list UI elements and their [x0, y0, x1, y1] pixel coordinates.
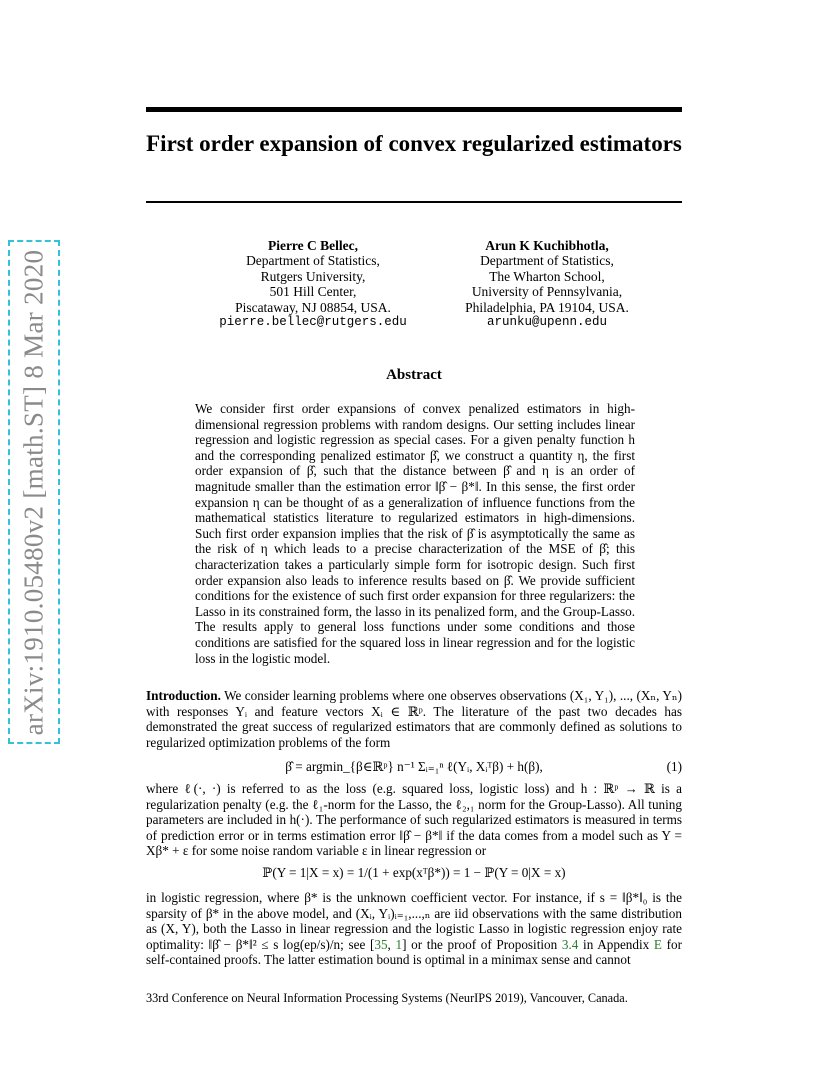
citation-link[interactable]: 1	[395, 936, 403, 952]
intro-paragraph-3	[146, 890, 682, 968]
intro-paragraph-2: where ℓ(·, ·) is referred to as the loss (e.g. squared loss, logistic loss) and h : ℝᵖ → ℝ is a regularization penalty (e.g. the ℓ₁-norm for the Lasso, the ℓ₂,₁ norm for the Group-Lasso). All tuning parameters are included in h(·). The performance of such regularized estimators is measured in terms of prediction error or in terms estimation error ‖β̂ − β*‖ if the data comes from a model such as Y = Xβ* + ε for some noise random variable ε in linear regression or	[146, 781, 682, 859]
intro-text: in logistic regression, where β* is the unknown coefficient vector. For instance, if s = ‖β*‖₀ is the sparsity of β* in the above model, and (Xᵢ, Yᵢ)ᵢ₌₁,...,ₙ are iid observations with the same distribution as (X, Y), both the Lasso in linear regression and the logistic Lasso in logistic regression enjoy rate optimality: ‖β̂ − β*‖² ≤ s log(ep/s)/n; see [	[146, 890, 682, 952]
author-affiliation: University of Pennsylvania,	[471, 284, 623, 300]
title-bottom-rule	[146, 201, 682, 203]
abstract-heading: Abstract	[386, 367, 442, 383]
arxiv-stamp-text: arXiv:1910.05480v2 [math.ST] 8 Mar 2020	[18, 249, 49, 735]
author-name: Arun K Kuchibhotla,	[485, 238, 609, 253]
author-address: Piscataway, NJ 08854, USA.	[235, 299, 391, 315]
author-name: Pierre C Bellec,	[267, 238, 359, 253]
equation-1-body: β̂ = argmin_{β∈ℝᵖ} n⁻¹ Σᵢ₌₁ⁿ ℓ(Yᵢ, Xᵢᵀβ) + h(β),	[285, 759, 543, 774]
intro-text: We consider learning problems where one observes observations (X₁, Y₁), ..., (Xₙ, Yₙ) with responses Yᵢ and feature vectors Xᵢ ∈ ℝᵖ. The literature of the past two decades has demonstrated the great success of regularized estimators that are commonly defined as solutions to regularized optimization problems of the form	[146, 688, 682, 750]
intro-run-head: Introduction.	[146, 688, 221, 703]
equation-1	[146, 759, 682, 775]
author-address: Philadelphia, PA 19104, USA.	[465, 299, 629, 315]
author-affiliation: The Wharton School,	[489, 268, 605, 284]
author-block-2	[422, 238, 672, 330]
equation-number: (1)	[666, 759, 682, 774]
intro-text: in Appendix	[578, 936, 654, 952]
intro-text: ] or the proof of Proposition	[402, 936, 562, 952]
author-affiliation: Department of Statistics,	[480, 253, 614, 269]
paper-title: First order expansion of convex regularized estimators	[146, 131, 682, 156]
author-email[interactable]: arunku@upenn.edu	[486, 315, 608, 330]
author-block-1	[188, 238, 438, 330]
title-top-rule	[146, 107, 682, 112]
author-email[interactable]: pierre.bellec@rutgers.edu	[219, 315, 407, 330]
author-address: 501 Hill Center,	[269, 284, 357, 300]
author-affiliation: Rutgers University,	[260, 268, 366, 284]
author-affiliation: Department of Statistics,	[246, 253, 380, 269]
abstract-body: We consider first order expansions of convex penalized estimators in high-dimensional regression problems with random designs. Our setting includes linear regression and logistic regression as special cases. For a given penalty function h and the corresponding penalized estimator β̂, we construct a quantity η, the first order expansion of β̂, such that the distance between β̂ and η is an order of magnitude smaller than the estimation error ‖β̂ − β*‖. In this sense, the first order expansion η can be thought of as a generalization of influence functions from the mathematical statistics literature to regularized estimators in high-dimensions. Such first order expansion implies that the risk of β̂ is asymptotically the same as the risk of η which leads to a precise characterization of the MSE of β̂; this characterization takes a particularly simple form for isotropic design. Such first order expansion also leads to inference results based on β̂. We provide sufficient conditions for the existence of such first order expansion for three regularizers: the Lasso in its constrained form, the lasso in its penalized form, and the Group-Lasso. The results apply to general loss functions under some conditions and those conditions are satisfied for the squared loss in linear regression and for the logistic loss in the logistic model.	[195, 401, 635, 666]
appendix-link[interactable]: E	[653, 936, 662, 952]
arxiv-stamp[interactable]	[8, 240, 60, 744]
proposition-link[interactable]: 3.4	[561, 936, 579, 952]
intro-text: for self-contained proofs. The latter estimation bound is optimal in a minimax sense and cannot	[146, 936, 683, 968]
equation-2: ℙ(Y = 1|X = x) = 1/(1 + exp(xᵀβ*)) = 1 − ℙ(Y = 0|X = x)	[262, 865, 566, 880]
citation-link[interactable]: 35	[374, 936, 388, 952]
intro-paragraph-1	[146, 688, 682, 750]
conference-footer: 33rd Conference on Neural Information Processing Systems (NeurIPS 2019), Vancouver, Canada.	[146, 991, 628, 1005]
intro-text: ,	[387, 936, 396, 952]
